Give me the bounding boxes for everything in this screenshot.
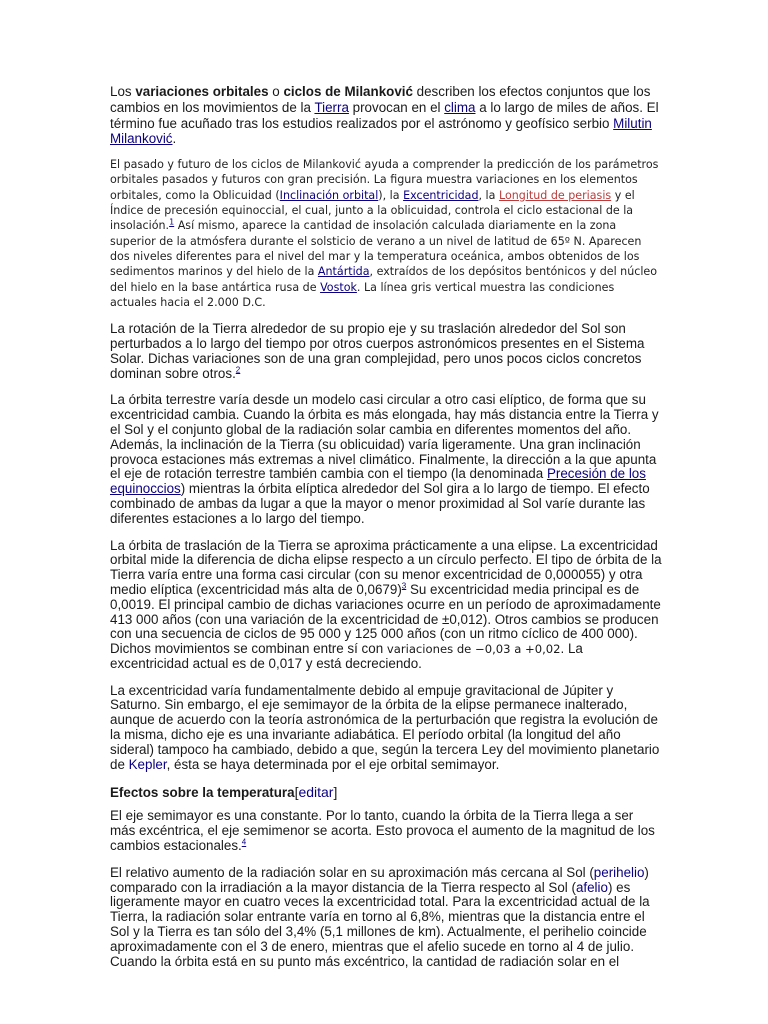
text: La órbita terrestre varía desde un modelo casi circular a otro casi elíptico, de forma que su excentricidad cambia. Cuando la órbita es más elongada, hay más distancia entre la Tierra y el Sol y el conjunto global de la radiación solar cambia en diferentes momentos del año. Además, la inclinación de la Tierra (su oblicuidad) varía ligeramente. Una gran inclinación provoca estaciones más extremas a nivel climático. Finalmente, la dirección a la que apunta el eje de rotación terrestre también cambia con el tiempo (la denominada — [110, 392, 659, 482]
link-longitud-de-periasis[interactable]: Longitud de periasis — [498, 188, 612, 202]
link-kepler[interactable]: Kepler — [128, 756, 167, 772]
text: ) mientras la órbita elíptica alrededor del Sol gira a lo largo de tiempo. El efecto combinado de ambas da lugar a que la mayor o menor proximidad al Sol varíe durante las diferentes estaciones a lo largo del tiempo. — [110, 481, 650, 526]
paragraph-excentricidad — [110, 684, 662, 773]
edit-section-link[interactable]: editar — [298, 784, 334, 801]
bracket: ] — [333, 784, 338, 801]
link-precesion-equinoccios[interactable]: Precesión de los equinoccios — [110, 466, 646, 497]
text: Su excentricidad media principal es de 0,0019. El principal cambio de dichas variaciones ocurre en un período de aproximadamente 413 000 años (con una variación de la excentricidad de ±0,012). Otros cambios se producen con una secuencia de ciclos de 95 000 y 125 000 años (con un ritmo cíclico de 400 000). Dichos movimientos se combinan entre sí con — [110, 581, 661, 657]
link-milutin-milankovic[interactable]: Milutin Milanković — [110, 115, 652, 147]
reference-3[interactable]: 3 — [401, 581, 407, 591]
text: El pasado y futuro de los ciclos de Milanković ayuda a comprender la predicción de los parámetros orbitales pasados y futuros con gran precisión. La figura muestra variaciones en los elementos orbitales, como la Oblicuidad ( — [110, 158, 659, 202]
text: ), la — [378, 188, 404, 202]
link-inclinacion-orbital[interactable]: Inclinación orbital — [279, 188, 379, 202]
link-perihelio[interactable]: perihelio — [593, 864, 645, 880]
link-vostok[interactable]: Vostok — [320, 280, 357, 294]
text: El relativo aumento de la radiación solar en su aproximación más cercana al Sol ( — [110, 864, 594, 880]
text: La órbita de traslación de la Tierra se aproxima prácticamente a una elipse. La excentricidad orbital mide la diferencia de dicha elipse respecto a un círculo perfecto. El tipo de órbita de la Tierra varía entre una forma casi circular (con su menor excentricidad de 0,000055) y otra medio elíptica (excentricidad más alta de 0,0679) — [110, 537, 662, 597]
text: . La línea gris vertical muestra las condiciones actuales hacia el 2.000 D.C. — [110, 280, 615, 309]
reference-4[interactable]: 4 — [241, 837, 247, 847]
text: o — [268, 84, 284, 99]
reference-1[interactable]: 1 — [169, 217, 175, 227]
text: . — [172, 131, 177, 147]
text: . La excentricidad actual es de 0,017 y está decreciendo. — [110, 641, 583, 671]
reference-2[interactable]: 2 — [235, 365, 241, 375]
term-bold: variaciones orbitales — [135, 84, 269, 99]
section-heading — [110, 784, 662, 801]
paragraph-radiacion — [110, 866, 662, 970]
figure-caption — [110, 157, 662, 310]
link-excentricidad[interactable]: Excentricidad — [403, 188, 479, 202]
text: , ésta se haya determinada por el eje orbital semimayor. — [166, 756, 500, 772]
paragraph-eje-semimayor — [110, 809, 662, 853]
text: a lo largo de miles de años. El término fue acuñado tras los estudios realizados por el astrónomo y geofísico serbio — [110, 99, 659, 131]
link-tierra[interactable]: Tierra — [314, 99, 349, 115]
text: El eje semimayor es una constante. Por lo tanto, cuando la órbita de la Tierra llega a ser más excéntrica, el eje semimenor se acorta. Esto provoca el aumento de la magnitud de los cambios estacionales. — [110, 808, 655, 854]
text: ) comparado con la irradiación a la mayor distancia de la Tierra respecto al Sol ( — [110, 864, 649, 895]
paragraph-orbita — [110, 393, 662, 526]
paragraph-rotacion — [110, 322, 662, 381]
math-variaciones: variaciones de −0,03 a +0,02 — [386, 642, 561, 657]
text: ) es ligeramente mayor en cuatro veces la excentricidad total. Para la excentricidad actual de la Tierra, la radiación solar entrante varía en torno al 6,8%, mientras que la distancia entre el Sol y la Tierra es tan sólo del 3,4% (5,1 millones de km). Actualmente, el perihelio coincide aproximadamente con el 3 de enero, mientras que el afelio sucede en torno al 4 de julio. Cuando la órbita está en su punto más excéntrico, la cantidad de radiación solar en el — [110, 879, 650, 969]
paragraph-traslacion — [110, 539, 662, 672]
text: provocan en el — [348, 99, 445, 115]
text: La rotación de la Tierra alrededor de su propio eje y su traslación alrededor del Sol son perturbados a lo largo del tiempo por otros cuerpos astronómicos presentes en el Sistema Solar. Dichas variaciones son de una gran complejidad, pero unos pocos ciclos concretos dominan sobre otros. — [110, 321, 645, 381]
section-title: Efectos sobre la temperatura — [110, 785, 295, 801]
text: Así mismo, aparece la cantidad de insolación calculada diariamente en la zona superior de la atmósfera durante el solsticio de verano a un nivel de latitud de 65º N. Aparecen dos niveles diferentes para el nivel del mar y la temperatura oceánica, ambos obtenidos de los sedimentos marinos y del hielo de la — [110, 219, 642, 279]
link-afelio[interactable]: afelio — [575, 879, 608, 895]
article-content — [110, 84, 662, 969]
text: y el Índice de precesión equinoccial, el cual, junto a la oblicuidad, controla el ciclo estacional de la insolación. — [110, 188, 635, 233]
text: , extraídos de los depósitos bentónicos y del núcleo del hielo en la base antártica rusa de — [110, 265, 658, 294]
bracket: [ — [294, 784, 299, 801]
term-bold: ciclos de Milanković — [283, 84, 413, 99]
text: La excentricidad varía fundamentalmente debido al empuje gravitacional de Júpiter y Saturno. Sin embargo, el eje semimayor de la órbita de la elipse permanece inalterado, aunque de acuerdo con la teoría astronómica de la perturbación que registra la evolución de la misma, dicho eje es una invariante adiabática. El período orbital (la longitud del año sideral) tampoco ha cambiado, debido a que, según la tercera Ley del movimiento planetario de — [110, 682, 660, 772]
text: Los — [110, 84, 136, 99]
text: describen los efectos conjuntos que los cambios en los movimientos de la — [110, 84, 651, 115]
link-clima[interactable]: clima — [444, 99, 476, 115]
intro-paragraph — [110, 84, 662, 147]
link-antartida[interactable]: Antártida — [317, 265, 370, 279]
text: , la — [478, 188, 499, 202]
